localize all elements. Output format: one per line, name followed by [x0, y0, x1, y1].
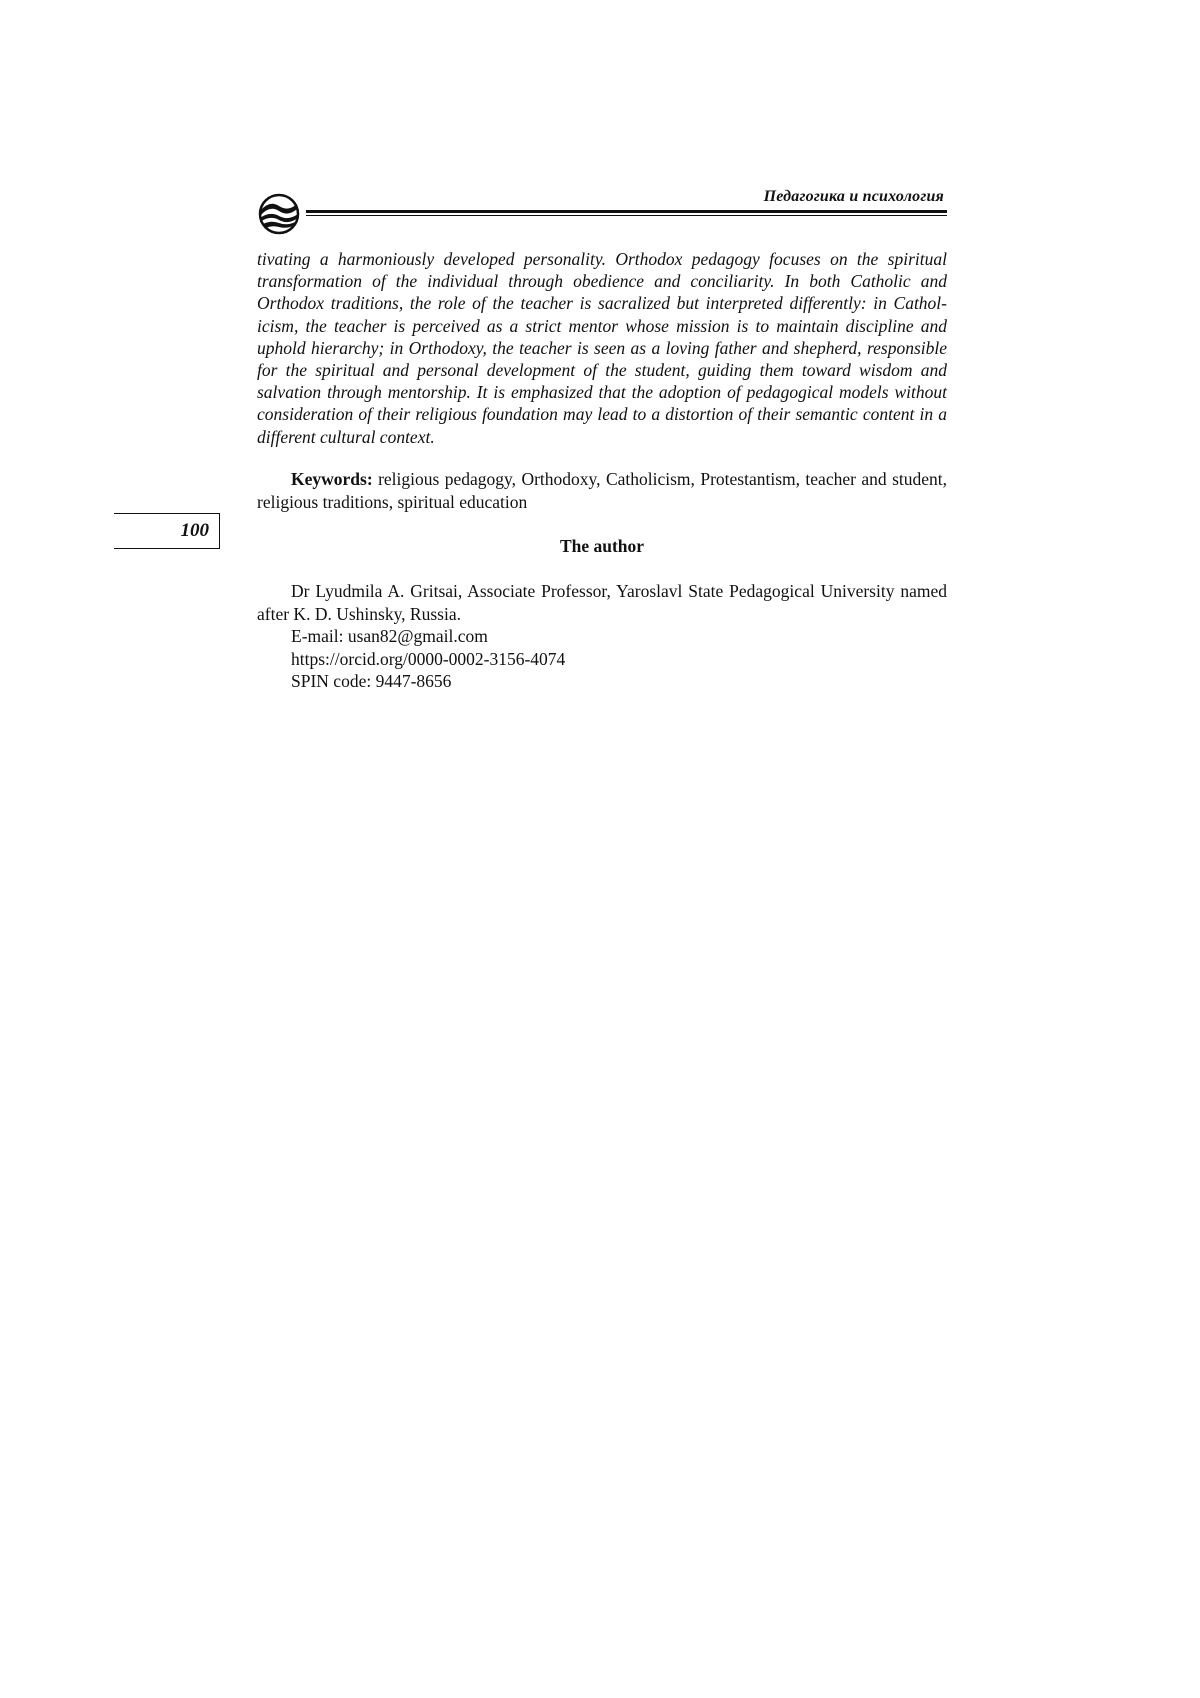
- keywords-paragraph: [257, 468, 947, 513]
- keywords-list: religious pedagogy, Orthodoxy, Catholicism, Protestantism, teacher and student, religious traditions, spiritual education: [257, 469, 947, 512]
- header-divider-thin: [306, 215, 947, 216]
- journal-logo-icon: [256, 192, 302, 236]
- header-divider-thick: [306, 210, 947, 213]
- page-number: 100: [180, 520, 209, 541]
- page-number-box: [114, 513, 220, 549]
- author-orcid-link[interactable]: https://orcid.org/0000-0002-3156-4074: [291, 648, 566, 669]
- keywords-label: Keywords:: [291, 469, 373, 489]
- author-heading: The author: [559, 536, 645, 556]
- author-email: E-mail: usan82@gmail.com: [291, 626, 488, 646]
- journal-section-title: Педагогика и психология: [763, 188, 944, 205]
- author-info: [257, 580, 947, 693]
- author-affiliation: Dr Lyudmila A. Gritsai, Associate Professor, Yaroslavl State Pedagogical University named after K. D. Ushinsky, Russia.: [257, 581, 947, 624]
- abstract-paragraph: tivating a harmoniously developed personality. Orthodox pedagogy focuses on the spiritual transformation of the individual through obedience and conciliarity. In both Catholic and Orthodox traditions, the role of the teacher is sacralized but interpreted differently: in Catholicism, the teacher is perceived as a strict mentor whose mission is to maintain discipline and uphold hierarchy; in Orthodoxy, the teacher is seen as a loving father and shepherd, responsible for the spiritual and personal development of the student, guiding them toward wisdom and salvation through mentorship. It is emphasized that the adoption of pedagogical models without consideration of their religious foundation may lead to a distortion of their semantic content in a different cultural context.: [257, 249, 947, 447]
- author-spin-code: SPIN code: 9447-8656: [291, 671, 452, 691]
